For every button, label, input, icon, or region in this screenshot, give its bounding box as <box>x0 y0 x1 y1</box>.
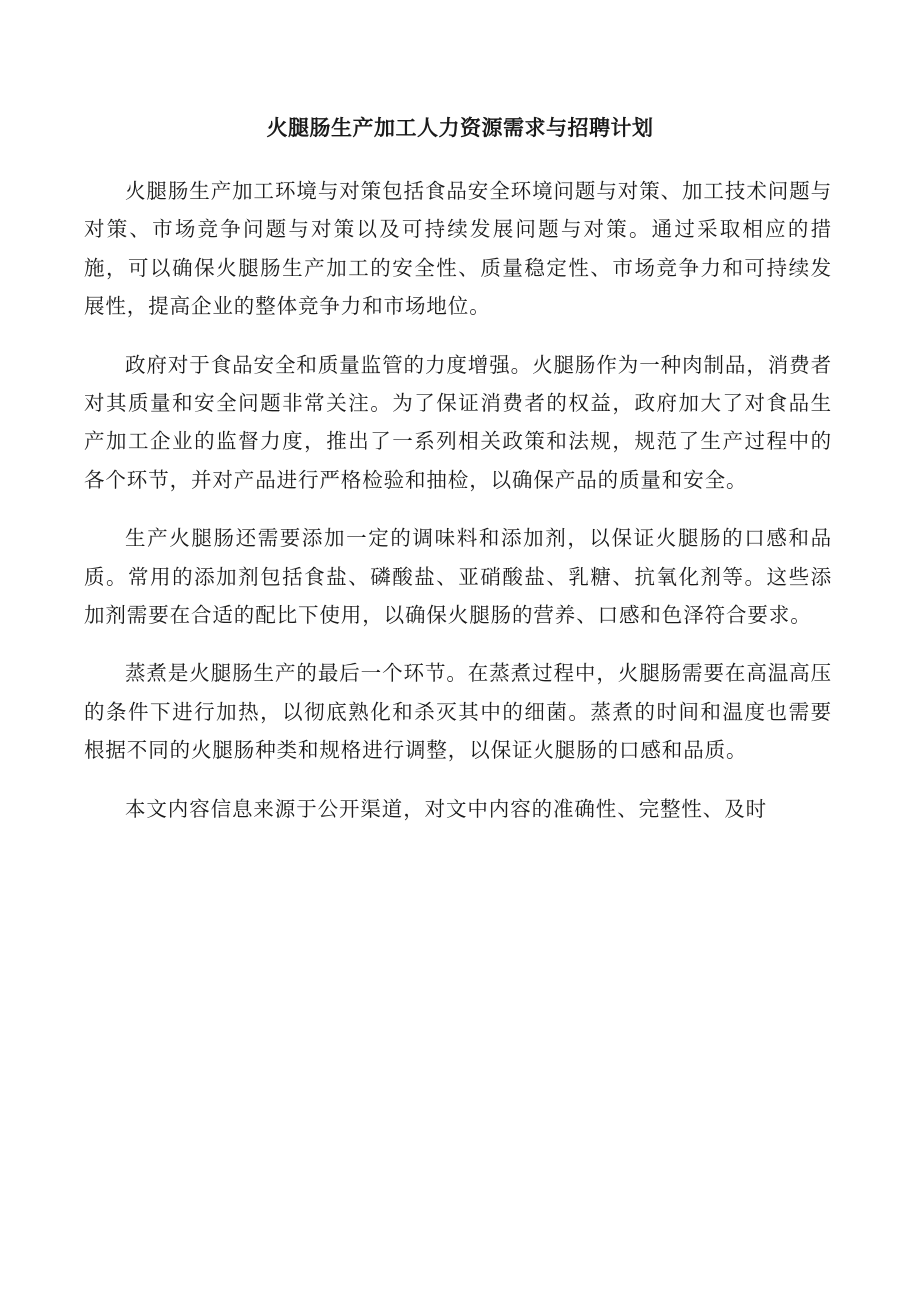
paragraph-environment-countermeasures: 火腿肠生产加工环境与对策包括食品安全环境问题与对策、加工技术问题与对策、市场竞争问题与对策以及可持续发展问题与对策。通过采取相应的措施，可以确保火腿肠生产加工的安全性、质量稳定性、市场竞争力和可持续发展性，提高企业的整体竞争力和市场地位。 <box>84 179 832 319</box>
document-body <box>84 172 832 848</box>
paragraph-additives: 生产火腿肠还需要添加一定的调味料和添加剂，以保证火腿肠的口感和品质。常用的添加剂包括食盐、磷酸盐、亚硝酸盐、乳糖、抗氧化剂等。这些添加剂需要在合适的配比下使用，以确保火腿肠的营养、口感和色泽符合要求。 <box>84 526 832 628</box>
paragraph-disclaimer: 本文内容信息来源于公开渠道，对文中内容的准确性、完整性、及时 <box>125 796 767 821</box>
document-title: 火腿肠生产加工人力资源需求与招聘计划 <box>266 116 654 140</box>
paragraph-steaming: 蒸煮是火腿肠生产的最后一个环节。在蒸煮过程中，火腿肠需要在高温高压的条件下进行加热，以彻底熟化和杀灭其中的细菌。蒸煮的时间和温度也需要根据不同的火腿肠种类和规格进行调整，以保证火腿肠的口感和品质。 <box>84 661 832 763</box>
paragraph-government-regulation: 政府对于食品安全和质量监管的力度增强。火腿肠作为一种肉制品，消费者对其质量和安全问题非常关注。为了保证消费者的权益，政府加大了对食品生产加工企业的监督力度，推出了一系列相关政策和法规，规范了生产过程中的各个环节，并对产品进行严格检验和抽检，以确保产品的质量和安全。 <box>84 352 832 492</box>
